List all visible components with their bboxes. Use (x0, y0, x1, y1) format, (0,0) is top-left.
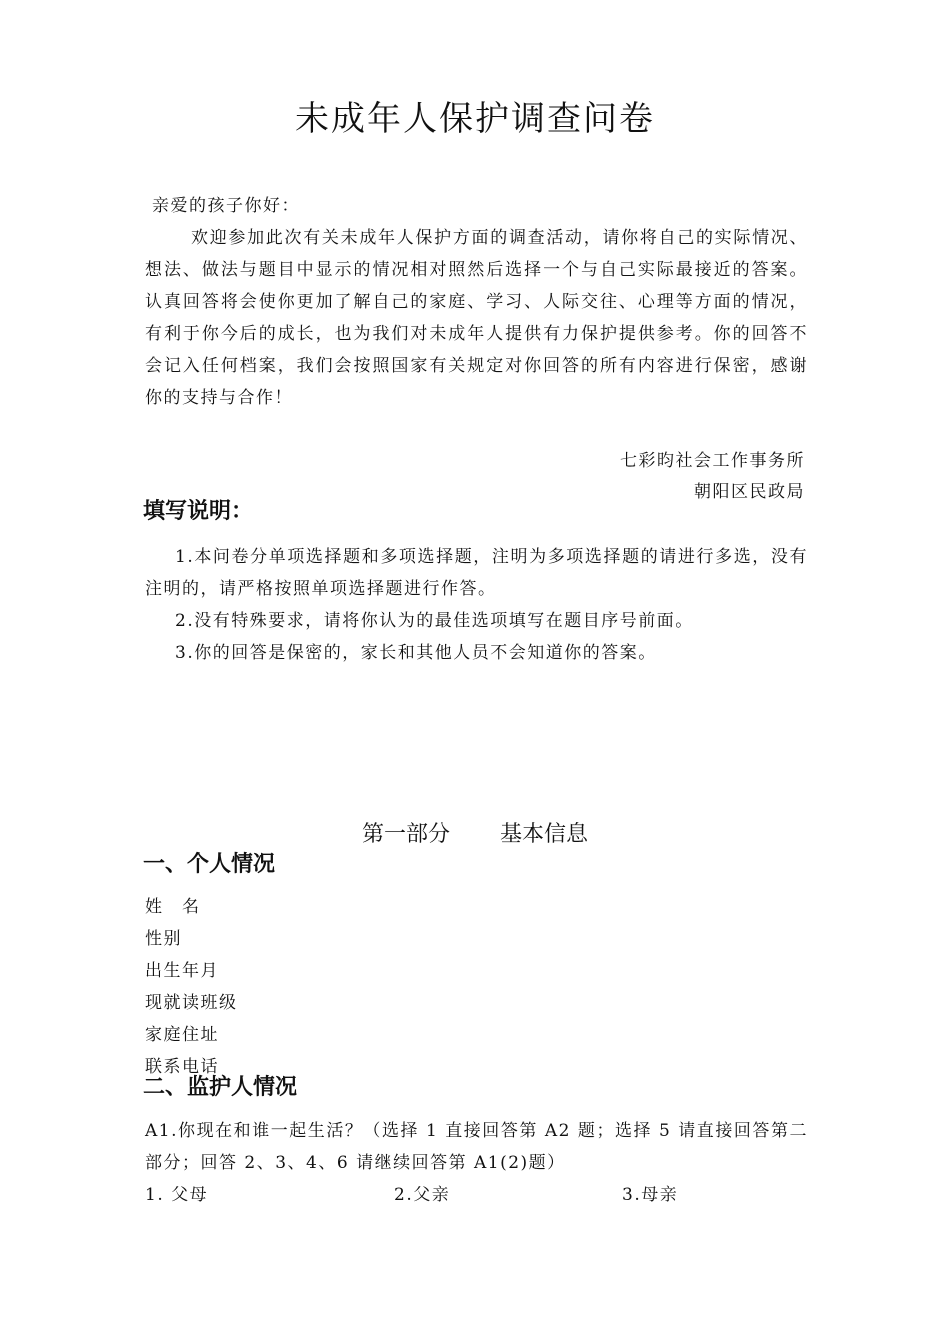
field-gender-label: 性别 (145, 929, 182, 949)
instruction-item: 3.你的回答是保密的，家长和其他人员不会知道你的答案。 (175, 643, 657, 663)
signature-bureau: 朝阳区民政局 (694, 482, 805, 502)
field-class-label: 现就读班级 (145, 993, 238, 1013)
instruction-item: 1.本问卷分单项选择题和多项选择题，注明为多项选择题的请进行多选，没有注明的，请严格按照单项选择题进行作答。 (145, 547, 808, 599)
field-address-label: 家庭住址 (145, 1025, 219, 1045)
instruction-item: 2.没有特殊要求，请将你认为的最佳选项填写在题目序号前面。 (175, 611, 694, 631)
section-personal-heading: 一、个人情况 (143, 852, 276, 877)
document-title: 未成年人保护调查问卷 (295, 99, 655, 139)
part-one-title (0, 820, 950, 850)
option-father[interactable]: 2.父亲 (394, 1185, 451, 1205)
section-guardian-heading: 二、监护人情况 (143, 1075, 298, 1100)
field-phone-label: 联系电话 (145, 1057, 219, 1077)
option-parents[interactable]: 1. 父母 (145, 1185, 209, 1205)
instructions-heading: 填写说明： (143, 499, 254, 524)
intro-paragraph: 欢迎参加此次有关未成年人保护方面的调查活动，请你将自己的实际情况、想法、做法与题目中显示的情况相对照然后选择一个与自己实际最接近的答案。认真回答将会使你更加了解自己的家庭、学习、人际交往、心理等方面的情况，有利于你今后的成长，也为我们对未成年人提供有力保护提供参考。你的回答不会记入任何档案，我们会按照国家有关规定对你回答的所有内容进行保密，感谢你的支持与合作！ (145, 228, 808, 408)
part-label: 第一部分 (361, 822, 450, 847)
question-a1: A1.你现在和谁一起生活？（选择 1 直接回答第 A2 题；选择 5 请直接回答第二部分；回答 2、3、4、6 请继续回答第 A1(2)题） (145, 1121, 808, 1173)
signature-org: 七彩昀社会工作事务所 (620, 451, 805, 471)
field-birthdate-label: 出生年月 (145, 961, 219, 981)
greeting: 亲爱的孩子你好： (152, 196, 300, 216)
field-name-label: 姓 名 (145, 897, 201, 917)
part-name: 基本信息 (500, 822, 589, 847)
option-mother[interactable]: 3.母亲 (622, 1185, 679, 1205)
